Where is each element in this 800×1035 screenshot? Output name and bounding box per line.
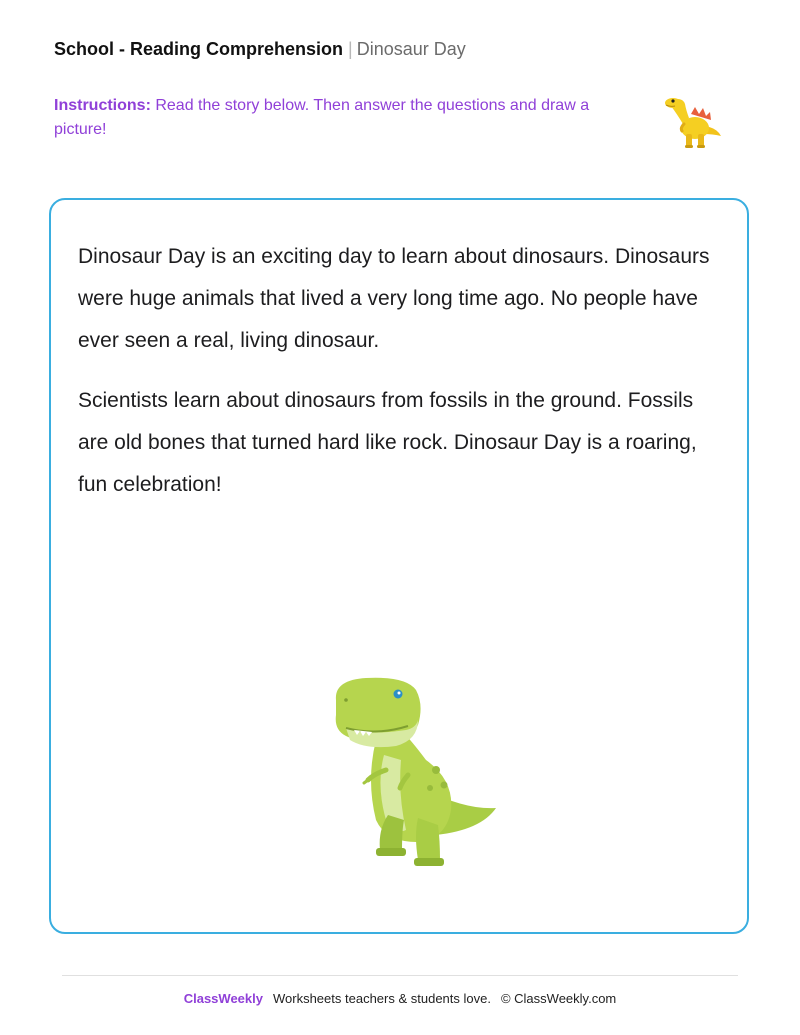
story-paragraph: Dinosaur Day is an exciting day to learn about dinosaurs. Dinosaurs were huge animals that lived a very long time ago. No people have ever seen a real, living dinosaur. — [78, 245, 710, 352]
instructions — [54, 94, 614, 142]
instructions-text: Read the story below. Then answer the questions and draw a picture! — [54, 97, 590, 138]
story-box — [49, 198, 749, 934]
footer-copyright: © ClassWeekly.com — [500, 991, 617, 1006]
footer-tagline: Worksheets teachers & students love. — [272, 991, 491, 1006]
footer-divider — [62, 975, 738, 976]
story-text — [78, 236, 718, 524]
page-subtitle: Dinosaur Day — [356, 39, 466, 59]
page-header — [54, 38, 466, 60]
header-separator: | — [348, 39, 353, 59]
instructions-label: Instructions: — [54, 97, 151, 114]
footer — [0, 991, 800, 1007]
yellow-dinosaur-icon — [655, 92, 725, 156]
page-title: School - Reading Comprehension — [54, 39, 344, 59]
green-t-rex-icon — [306, 670, 506, 875]
story-paragraph: Scientists learn about dinosaurs from fossils in the ground. Fossils are old bones that turned hard like rock. Dinosaur Day is a roaring, fun celebration! — [78, 389, 697, 496]
footer-brand: ClassWeekly — [183, 991, 263, 1006]
